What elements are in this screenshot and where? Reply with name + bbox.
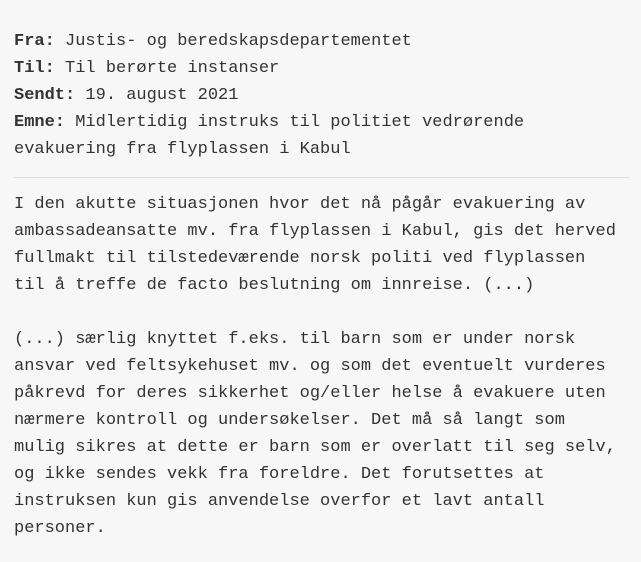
paragraph-line: til å treffe de facto beslutning om innreise. (...) <box>14 276 535 295</box>
paragraph-1 <box>14 191 629 299</box>
paragraph-line: ansvar ved feltsykehuset mv. og som det eventuelt vurderes <box>14 357 606 376</box>
paragraph-line: ambassadeansatte mv. fra flyplassen i Kabul, gis det herved <box>14 222 616 241</box>
email-body <box>14 191 629 542</box>
sent-label: Sendt: <box>14 86 76 105</box>
paragraph-line: og ikke sendes vekk fra foreldre. Det forutsettes at <box>14 465 545 484</box>
paragraph-line: påkrevd for deres sikkerhet og/eller helse å evakuere uten <box>14 384 606 403</box>
subject-row <box>14 109 629 136</box>
paragraph-line: fullmakt til tilstedeværende norsk politi ved flyplassen <box>14 249 586 268</box>
from-value: Justis- og beredskapsdepartementet <box>65 32 412 51</box>
to-value: Til berørte instanser <box>65 59 280 78</box>
header-divider <box>14 177 629 178</box>
sent-value: 19. august 2021 <box>85 86 239 105</box>
sent-row <box>14 82 629 109</box>
to-row <box>14 55 629 82</box>
paragraph-line: (...) særlig knyttet f.eks. til barn som er under norsk <box>14 330 576 349</box>
subject-value-line-2: evakuering fra flyplassen i Kabul <box>14 140 351 159</box>
paragraph-line: nærmere kontroll og undersøkelser. Det må så langt som <box>14 411 565 430</box>
paragraph-2 <box>14 326 629 542</box>
from-label: Fra: <box>14 32 55 51</box>
subject-value-line-1: Midlertidig instruks til politiet vedrørende <box>75 113 525 132</box>
paragraph-line: I den akutte situasjonen hvor det nå pågår evakuering av <box>14 195 586 214</box>
from-row <box>14 28 629 55</box>
paragraph-line: personer. <box>14 519 106 538</box>
subject-row-continued <box>14 136 629 163</box>
email-header <box>14 28 629 163</box>
paragraph-line: instruksen kun gis anvendelse overfor et lavt antall <box>14 492 545 511</box>
to-label: Til: <box>14 59 55 78</box>
subject-label: Emne: <box>14 113 66 132</box>
paragraph-line: mulig sikres at dette er barn som er overlatt til seg selv, <box>14 438 616 457</box>
